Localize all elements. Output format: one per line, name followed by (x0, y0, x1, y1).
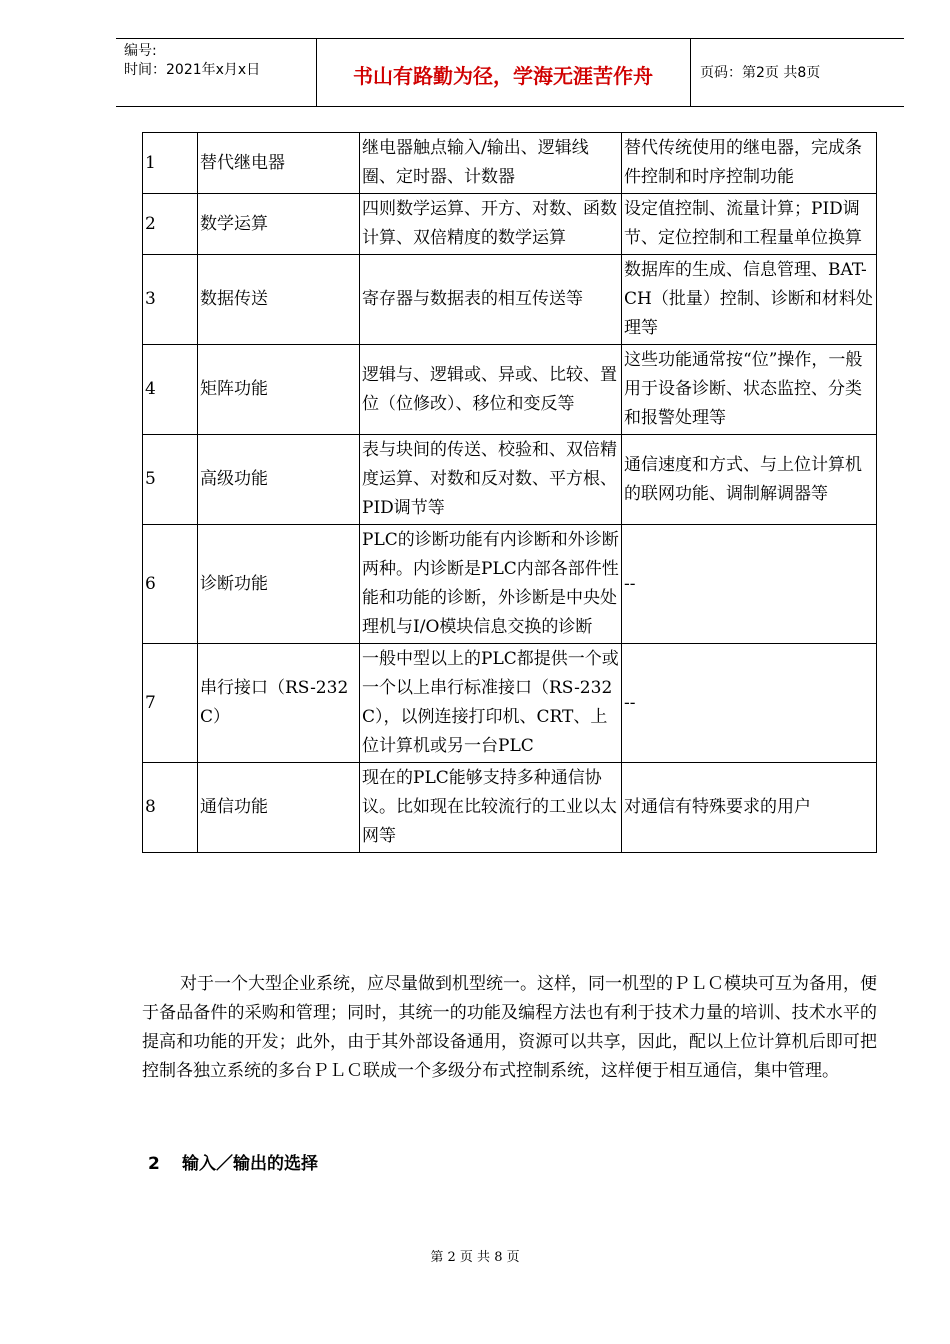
function-application: 数据库的生成、信息管理、BAT-CH（批量）控制、诊断和材料处理等 (622, 255, 877, 345)
row-number: 8 (143, 763, 198, 853)
body-paragraph: 对于一个大型企业系统，应尽量做到机型统一。这样，同一机型的ＰＬＣ模块可互为备用，便于备品备件的采购和管理；同时，其统一的功能及编程方法也有利于技术力量的培训、技术水平的提高和功能的开发；此外，由于其外部设备通用，资源可以共享，因此，配以上位计算机后即可把控制各独立系统的多台ＰＬＣ联成一个多级分布式控制系统，这样便于相互通信，集中管理。 (142, 974, 877, 1081)
function-name: 数据传送 (198, 255, 360, 345)
function-application: -- (622, 644, 877, 763)
row-number: 5 (143, 435, 198, 525)
header-meta (124, 42, 260, 80)
section-heading (148, 1149, 318, 1174)
table-row (143, 255, 877, 345)
row-number: 1 (143, 133, 198, 194)
table-row (143, 525, 877, 644)
function-content: 四则数学运算、开方、对数、函数计算、双倍精度的数学运算 (360, 194, 622, 255)
function-application: 替代传统使用的继电器，完成条件控制和时序控制功能 (622, 133, 877, 194)
plc-function-table (142, 132, 877, 853)
function-content: 寄存器与数据表的相互传送等 (360, 255, 622, 345)
table-row (143, 194, 877, 255)
section-title: 输入／输出的选择 (182, 1154, 318, 1174)
function-application: 通信速度和方式、与上位计算机的联网功能、调制解调器等 (622, 435, 877, 525)
page-header (116, 38, 904, 108)
header-code-label: 编号: (124, 43, 157, 59)
row-number: 3 (143, 255, 198, 345)
function-content: 继电器触点输入/输出、逻辑线圈、定时器、计数器 (360, 133, 622, 194)
row-number: 7 (143, 644, 198, 763)
function-name: 诊断功能 (198, 525, 360, 644)
page-footer: 第 2 页 共 8 页 (430, 1250, 520, 1265)
function-name: 串行接口（RS-232C） (198, 644, 360, 763)
row-number: 2 (143, 194, 198, 255)
row-number: 4 (143, 345, 198, 435)
function-name: 矩阵功能 (198, 345, 360, 435)
table-row (143, 345, 877, 435)
function-application: 这些功能通常按“位”操作，一般用于设备诊断、状态监控、分类和报警处理等 (622, 345, 877, 435)
function-content: 表与块间的传送、校验和、双倍精度运算、对数和反对数、平方根、PID调节等 (360, 435, 622, 525)
function-content: PLC的诊断功能有内诊断和外诊断两种。内诊断是PLC内部各部件性能和功能的诊断，外诊断是中央处理机与I/O模块信息交换的诊断 (360, 525, 622, 644)
header-time-label: 时间：2021年x月x日 (124, 62, 261, 78)
table-row (143, 763, 877, 853)
function-content: 逻辑与、逻辑或、异或、比较、置位（位修改）、移位和变反等 (360, 345, 622, 435)
function-application: 设定值控制、流量计算；PID调节、定位控制和工程量单位换算 (622, 194, 877, 255)
function-name: 数学运算 (198, 194, 360, 255)
header-page-info: 页码：第2页 共8页 (700, 65, 821, 81)
function-content: 现在的PLC能够支持多种通信协议。比如现在比较流行的工业以太网等 (360, 763, 622, 853)
function-name: 替代继电器 (198, 133, 360, 194)
section-number: 2 (148, 1154, 160, 1174)
row-number: 6 (143, 525, 198, 644)
table-row (143, 435, 877, 525)
header-top-rule (116, 38, 904, 39)
function-content: 一般中型以上的PLC都提供一个或一个以上串行标准接口（RS-232C），以例连接打印机、CRT、上位计算机或另一台PLC (360, 644, 622, 763)
table-row (143, 133, 877, 194)
table-row (143, 644, 877, 763)
header-motto: 书山有路勤为径，学海无涯苦作舟 (353, 64, 653, 88)
header-divider (690, 38, 691, 107)
function-name: 通信功能 (198, 763, 360, 853)
function-name: 高级功能 (198, 435, 360, 525)
header-bottom-rule (116, 106, 904, 107)
function-application: -- (622, 525, 877, 644)
function-application: 对通信有特殊要求的用户 (622, 763, 877, 853)
